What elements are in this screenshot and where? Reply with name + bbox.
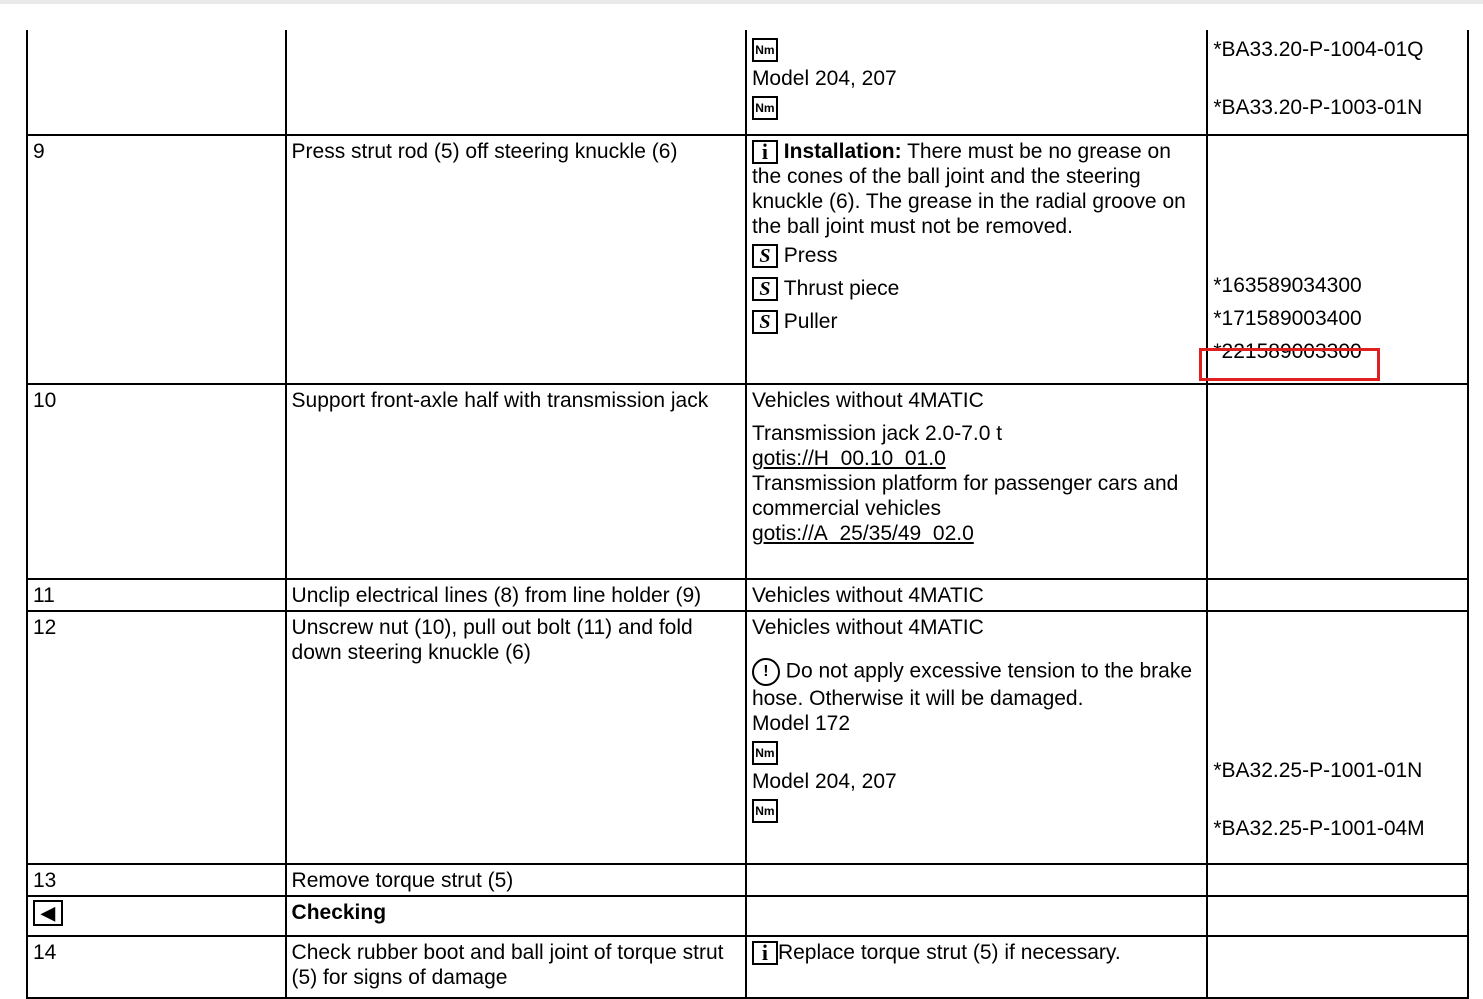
warning-icon: ! — [752, 658, 780, 686]
installation-label: Installation: — [783, 140, 902, 163]
table-row — [27, 135, 1468, 384]
notes-cell: Vehicles without 4MATIC — [746, 579, 1207, 611]
reference-link[interactable]: *163589034300 — [1213, 274, 1362, 297]
step-number: 10 — [27, 384, 286, 579]
table-row — [27, 579, 1468, 611]
model-label: Model 204, 207 — [751, 770, 897, 793]
reference-cell — [1207, 579, 1468, 611]
reference-cell — [1207, 384, 1468, 579]
reference-link[interactable]: *BA33.20-P-1003-01N — [1213, 96, 1423, 119]
notes-cell — [746, 864, 1207, 896]
reference-link[interactable]: *BA32.25-P-1001-04M — [1213, 817, 1425, 840]
step-text: Support front-axle half with transmission jack — [286, 384, 746, 579]
step-number: 12 — [27, 611, 286, 864]
section-icon-cell — [27, 896, 286, 936]
warning-text: Do not apply excessive tension to the brake hose. Otherwise it will be damaged. — [751, 659, 1193, 710]
notes-cell — [746, 611, 1207, 864]
special-tool-icon: S — [752, 244, 778, 268]
procedure-table — [26, 30, 1469, 999]
tool-label: Puller — [783, 310, 838, 334]
reference-link[interactable]: *171589003400 — [1213, 307, 1362, 330]
step-number: 11 — [27, 579, 286, 611]
step-number — [27, 30, 286, 135]
reference-cell — [1207, 896, 1468, 936]
gotis-link[interactable]: gotis://H_00.10_01.0 — [751, 447, 946, 470]
torque-icon: Nm — [752, 96, 778, 120]
vehicle-note: Vehicles without 4MATIC — [751, 616, 984, 639]
step-text: Remove torque strut (5) — [286, 864, 746, 896]
installation-text: There must be no grease on the cones of the ball joint and the steering knuckle (6). The grease in the radial groove on the ball joint must not be removed. — [751, 140, 1186, 239]
reference-link[interactable]: *221589003300 — [1213, 340, 1362, 363]
reference-cell — [1207, 135, 1468, 384]
top-border — [0, 0, 1483, 4]
tool-note: Transmission platform for passenger cars and commercial vehicles — [751, 472, 1179, 520]
special-tool-icon: S — [752, 277, 778, 301]
model-label: Model 172 — [751, 712, 851, 735]
table-row — [27, 611, 1468, 864]
notes-cell — [746, 384, 1207, 579]
notes-cell — [746, 135, 1207, 384]
section-heading: Checking — [286, 896, 746, 936]
tool-label: Press — [783, 244, 838, 268]
torque-icon: Nm — [752, 38, 778, 62]
reference-link[interactable]: *BA32.25-P-1001-01N — [1213, 759, 1423, 782]
vehicle-note: Vehicles without 4MATIC — [751, 389, 984, 412]
back-arrow-icon: ◀ — [33, 900, 63, 926]
highlight-box — [1199, 348, 1380, 381]
table-row — [27, 896, 1468, 936]
info-icon: i — [752, 140, 778, 164]
tool-note: Transmission jack 2.0-7.0 t — [751, 422, 1003, 445]
reference-link[interactable]: *BA33.20-P-1004-01Q — [1213, 38, 1424, 61]
step-text: Press strut rod (5) off steering knuckle (6) — [286, 135, 746, 384]
notes-cell — [746, 896, 1207, 936]
gotis-link[interactable]: gotis://A_25/35/49_02.0 — [751, 522, 974, 545]
table-row — [27, 384, 1468, 579]
tool-label: Thrust piece — [783, 277, 900, 301]
table-row — [27, 864, 1468, 896]
step-number: 14 — [27, 936, 286, 998]
note-text: Replace torque strut (5) if necessary. — [777, 941, 1121, 964]
reference-cell — [1207, 611, 1468, 864]
reference-cell — [1207, 864, 1468, 896]
torque-icon: Nm — [752, 799, 778, 823]
step-text: Check rubber boot and ball joint of torque strut (5) for signs of damage — [286, 936, 746, 998]
step-text: Unclip electrical lines (8) from line holder (9) — [286, 579, 746, 611]
info-icon: i — [752, 941, 778, 965]
special-tool-icon: S — [752, 310, 778, 334]
reference-cell — [1207, 936, 1468, 998]
model-label: Model 204, 207 — [751, 67, 897, 90]
reference-cell — [1207, 30, 1468, 135]
table-row — [27, 936, 1468, 998]
notes-cell — [746, 30, 1207, 135]
step-text — [286, 30, 746, 135]
table-row — [27, 30, 1468, 135]
torque-icon: Nm — [752, 741, 778, 765]
step-number: 13 — [27, 864, 286, 896]
step-number: 9 — [27, 135, 286, 384]
step-text: Unscrew nut (10), pull out bolt (11) and fold down steering knuckle (6) — [286, 611, 746, 864]
notes-cell — [746, 936, 1207, 998]
